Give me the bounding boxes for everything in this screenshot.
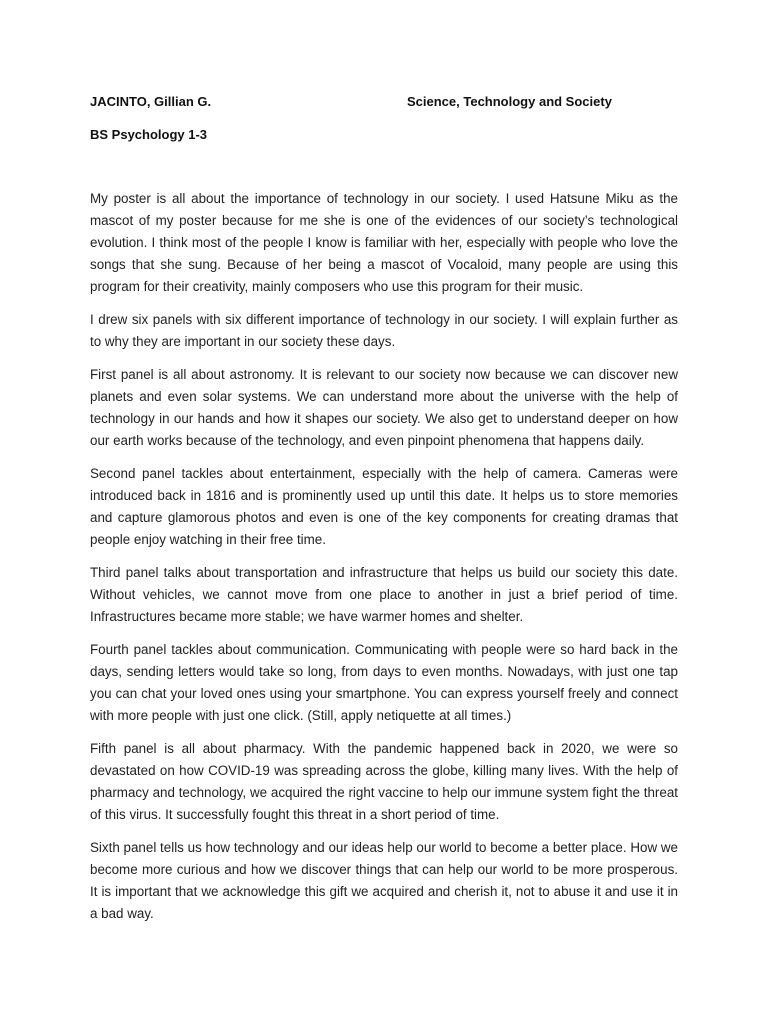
paragraph-pharmacy: Fifth panel is all about pharmacy. With the pandemic happened back in 2020, we were so devastated on how COVID-19 was spreading across the globe, killing many lives. With the help of pharmacy and technology, we acquired the right vaccine to help our immune system fight the threat of this virus. It successfully fought this threat in a short period of time. xyxy=(90,741,678,822)
author-name: JACINTO, Gillian G. xyxy=(90,94,212,109)
program-section: BS Psychology 1-3 xyxy=(90,127,208,142)
paragraph-transportation: Third panel talks about transportation and infrastructure that helps us build our society this date. Without vehicles, we cannot move from one place to another in just a brief period of time. Infrastructures became more stable; we have warmer homes and shelter. xyxy=(90,565,678,624)
paragraph-communication: Fourth panel tackles about communication. Communicating with people were so hard back in the days, sending letters would take so long, from days to even months. Nowadays, with just one tap you can chat your loved ones using your smartphone. You can express yourself freely and connect with more people with just one click. (Still, apply netiquette at all times.) xyxy=(90,642,678,723)
paragraph-overview: I drew six panels with six different importance of technology in our society. I will explain further as to why they are important in our society these days. xyxy=(90,312,678,349)
paragraph-astronomy: First panel is all about astronomy. It is relevant to our society now because we can discover new planets and even solar systems. We can understand more about the universe with the help of technology in our hands and how it shapes our society. We also get to understand deeper on how our earth works because of the technology, and even pinpoint phenomena that happens daily. xyxy=(90,367,678,448)
paragraph-intro: My poster is all about the importance of technology in our society. I used Hatsune Miku as the mascot of my poster because for me she is one of the evidences of our society’s technological evolution. I think most of the people I know is familiar with her, especially with people who love the songs that she sung. Because of her being a mascot of Vocaloid, many people are using this program for their creativity, mainly composers who use this program for their music. xyxy=(90,191,678,294)
essay-body xyxy=(90,188,678,936)
course-title: Science, Technology and Society xyxy=(407,94,612,109)
paragraph-entertainment: Second panel tackles about entertainment, especially with the help of camera. Cameras were introduced back in 1816 and is prominently used up until this date. It helps us to store memories and capture glamorous photos and even is one of the key components for creating dramas that people enjoy watching in their free time. xyxy=(90,466,678,547)
paragraph-conclusion: Sixth panel tells us how technology and our ideas help our world to become a better place. How we become more curious and how we discover things that can help our world to be more prosperous. It is important that we acknowledge this gift we acquired and cherish it, not to abuse it and use it in a bad way. xyxy=(90,840,678,921)
